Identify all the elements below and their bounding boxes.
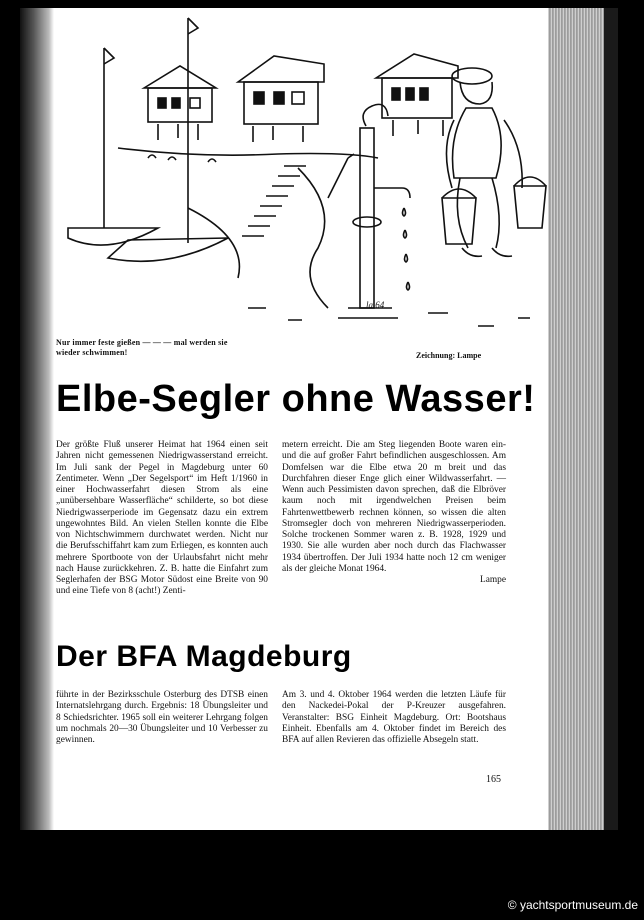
page-stack-shadow: [604, 8, 618, 830]
article1-col1-text: Der größte Fluß unserer Heimat hat 1964 einen seit Jahren nicht gemessenen Niedrigwasserstand erreicht. Im Juli sank der Pegel in Magdeburg unter 60 Zentimeter. Wenn „Der Segelsport“ im Heft 1/1960 in einer Hochwasserfahrt diesen Strom als eine „unübersehbare Wasserfläche“ schilderte, so bot diese Niedrigwasserperiode im Gegensatz dazu ein extrem ungewohntes Bild. An vielen Stellen konnte die Elbe von Nichtschwimmern durchwatet werden. Nicht nur die Berufsschiffahrt kam zum Erliegen, es konnten auch mehrere Sportboote von der Urlaubsfahrt nicht mehr nach Hause zurückkehren. Z. B. hatte die Einfahrt zum Seglerhafen der BSG Motor Südost eine Breite von 90 und eine Tiefe von 8 (acht!) Zenti-: [56, 440, 268, 597]
article1-column1: [56, 440, 268, 598]
caption-credit: Zeichnung: Lampe: [416, 351, 482, 360]
article1-column2: [282, 440, 506, 586]
illustration-signature: la.64: [366, 300, 385, 310]
binding-hole: [4, 546, 18, 560]
article1-title: Elbe-Segler ohne Wasser!: [56, 378, 536, 420]
caption-left-line2: wieder schwimmen!: [56, 348, 128, 357]
article2-col2-text: Am 3. und 4. Oktober 1964 werden die letzten Läufe für den Nackedei-Pokal der P-Kreuzer ausgefahren. Veranstalter: BSG Einheit Magdeburg. Ort: Bootshaus Einheit. Ebenfalls am 4. Oktober findet im Bereich des BFA auf allen Revieren das offizielle Absegeln statt.: [282, 690, 506, 745]
watermark: © yachtsportmuseum.de: [507, 898, 638, 912]
article2-col1-text: führte in der Bezirksschule Osterburg des DTSB einen Internatslehrgang durch. Ergebnis: 18 Übungsleiter und 8 Schiedsrichter. 1965 soll ein weiterer Lehrgang folgen um nochmals 20—30 Übungsleiter und 10 Verbesser zu gewinnen.: [56, 690, 268, 745]
article1-author: Lampe: [479, 575, 506, 585]
article2-column1: [56, 690, 268, 746]
caption-left-line1: Nur immer feste gießen — — — mal werden sie: [56, 338, 228, 347]
article2-title: Der BFA Magdeburg: [56, 640, 352, 673]
binding-hole: [4, 260, 18, 274]
article1-col2-text: metern erreicht. Die am Steg liegenden Boote waren ein- und die auf großer Fahrt befindlichen ausgeschlossen. Am Domfelsen war die Elbe etwa 20 m breit und das Durchfahren dieser Enge glich einer Wildwasserfahrt. — Wenn auch Pessimisten davon sprechen, daß die Elbröver kaum noch mit irgendwelchen Preisen beim Fahrtenwettbewerb rechnen können, so wissen die alten Stromsegler doch von mehreren Niedrigwasserperioden. Solche trockenen Sommer waren z. B. 1928, 1929 und 1930. Sie alle wurden aber noch durch das Flachwasser 1934 übertroffen. Der Juli 1934 hatte noch 12 cm weniger als der gleiche Monat 1964.: [282, 440, 506, 574]
page-number: 165: [486, 774, 501, 785]
caption-left: [56, 338, 276, 358]
book-page: [20, 8, 548, 830]
boats-pump-illustration-icon: [48, 8, 548, 338]
article2-column2: [282, 690, 506, 746]
